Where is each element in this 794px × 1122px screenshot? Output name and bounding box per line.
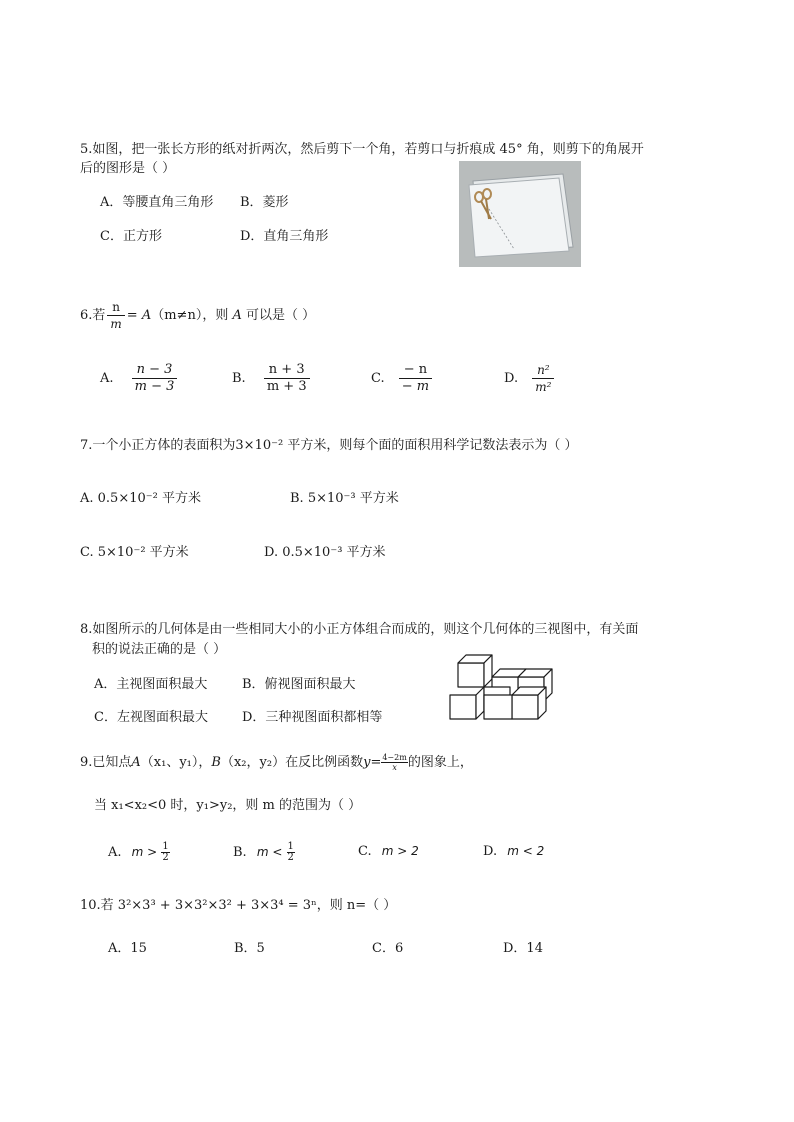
q6-option-b[interactable] — [232, 362, 312, 395]
q6-suffix: 可以是（ ） — [246, 308, 316, 323]
q9-option-c-label: C. — [358, 844, 372, 859]
q9-prefix: 9.已知点 — [80, 755, 132, 770]
q6-option-c-num: − n — [399, 362, 432, 379]
q6-frac-num: n — [107, 299, 124, 316]
q6-option-b-den: m + 3 — [266, 379, 307, 394]
q8-stem-line2: 积的说法正确的是（ ） — [92, 642, 227, 657]
q8-option-a[interactable]: A．主视图面积最大 — [94, 677, 208, 692]
q6-option-c[interactable] — [371, 362, 434, 395]
q8-option-b[interactable]: B．俯视图面积最大 — [242, 677, 356, 692]
q6-option-d-num: n² — [532, 362, 554, 379]
q7-option-b[interactable]: B. 5×10⁻³ 平方米 — [290, 491, 399, 506]
q8-stem-line1: 8.如图所示的几何体是由一些相同大小的小正方体组合而成的，则这个几何体的三视图中，有关面 — [80, 622, 639, 637]
q6-option-b-label: B. — [232, 371, 246, 386]
q6-frac-den: m — [110, 317, 122, 331]
q5-option-b[interactable]: B．菱形 — [240, 195, 289, 210]
q6-option-d-den: m² — [535, 380, 552, 394]
q10-option-c[interactable]: C．6 — [372, 941, 404, 956]
q6-option-a-num: n − 3 — [132, 362, 178, 379]
q9-option-d-label: D. — [483, 844, 498, 859]
q9-option-a-label: A. — [108, 845, 122, 860]
q9-point-b-coords: （x₂，y₂）在反比例函数 — [220, 755, 364, 770]
q7-stem: 7.一个小正方体的表面积为3×10⁻² 平方米，则每个面的面积用科学记数法表示为（ ） — [80, 438, 578, 453]
q10-option-b[interactable]: B．5 — [234, 941, 265, 956]
q6-option-d-label: D. — [504, 371, 519, 386]
q9-option-d-expr: m < 2 — [507, 844, 545, 858]
q7-option-c[interactable]: C. 5×10⁻² 平方米 — [80, 545, 189, 560]
q6-option-a-label: A. — [100, 371, 114, 386]
q7-option-a[interactable]: A. 0.5×10⁻² 平方米 — [80, 491, 201, 506]
q9-option-b-num: 1 — [287, 841, 294, 852]
q9-option-b-label: B. — [233, 845, 247, 860]
q6-option-a[interactable] — [100, 362, 179, 395]
q9-option-c-expr: m > 2 — [381, 844, 419, 858]
q5-folded-paper-figure — [459, 161, 581, 267]
q6-prefix: 6.若 — [80, 308, 106, 323]
q9-option-a[interactable] — [108, 842, 170, 863]
q9-var-y: y — [363, 755, 371, 770]
q9-eq: = — [370, 755, 382, 770]
q6-option-a-den: m − 3 — [134, 379, 175, 394]
q6-var-a: A — [141, 308, 152, 323]
q9-option-b[interactable] — [233, 842, 295, 863]
q9-option-a-den: 2 — [162, 852, 169, 863]
q8-option-c[interactable]: C．左视图面积最大 — [94, 710, 208, 725]
q6-eq: = — [126, 308, 138, 323]
q9-point-a: A — [131, 755, 141, 770]
q7-option-d[interactable]: D. 0.5×10⁻³ 平方米 — [264, 545, 386, 560]
q8-cube-solid-figure — [446, 651, 562, 725]
q9-stem-line2: 当 x₁<x₂<0 时，y₁>y₂，则 m 的范围为（ ） — [94, 798, 362, 813]
q9-point-a-coords: （x₁、y₁）， — [140, 755, 212, 770]
q9-suffix: 的图象上， — [407, 755, 473, 770]
q5-stem-line2: 后的图形是（ ） — [80, 161, 176, 176]
q9-option-c[interactable] — [358, 842, 419, 861]
q10-option-d[interactable]: D．14 — [503, 941, 543, 956]
q5-stem-line1: 5.如图，把一张长方形的纸对折两次，然后剪下一个角，若剪口与折痕成 45° 角，则剪下的角展开 — [80, 142, 644, 157]
q9-point-b: B — [211, 755, 221, 770]
q9-option-b-den: 2 — [287, 852, 294, 863]
q5-option-c[interactable]: C．正方形 — [100, 229, 162, 244]
q9-func-num: 4−2m — [382, 753, 407, 762]
q5-option-a[interactable]: A．等腰直角三角形 — [100, 195, 214, 210]
q8-option-d[interactable]: D．三种视图面积都相等 — [242, 710, 383, 725]
q9-option-a-expr: m > — [131, 845, 158, 859]
q6-option-b-num: n + 3 — [264, 362, 310, 379]
q6-option-c-label: C. — [371, 371, 385, 386]
q6-condition: （m≠n），则 — [151, 308, 229, 323]
q6-option-d[interactable] — [504, 362, 556, 395]
q6-stem — [80, 299, 315, 332]
q6-var-a2: A — [232, 308, 242, 323]
q9-option-a-num: 1 — [162, 841, 169, 852]
q9-stem-line1 — [80, 753, 473, 772]
q9-option-d[interactable] — [483, 842, 544, 861]
q6-option-c-den: − m — [401, 379, 430, 394]
q9-func-den: x — [392, 763, 397, 772]
q9-option-b-expr: m < — [256, 845, 283, 859]
q10-option-a[interactable]: A．15 — [108, 941, 147, 956]
q10-stem: 10.若 3²×3³ + 3×3²×3² + 3×3⁴ = 3ⁿ，则 n=（ ） — [80, 898, 397, 913]
q5-option-d[interactable]: D．直角三角形 — [240, 229, 329, 244]
